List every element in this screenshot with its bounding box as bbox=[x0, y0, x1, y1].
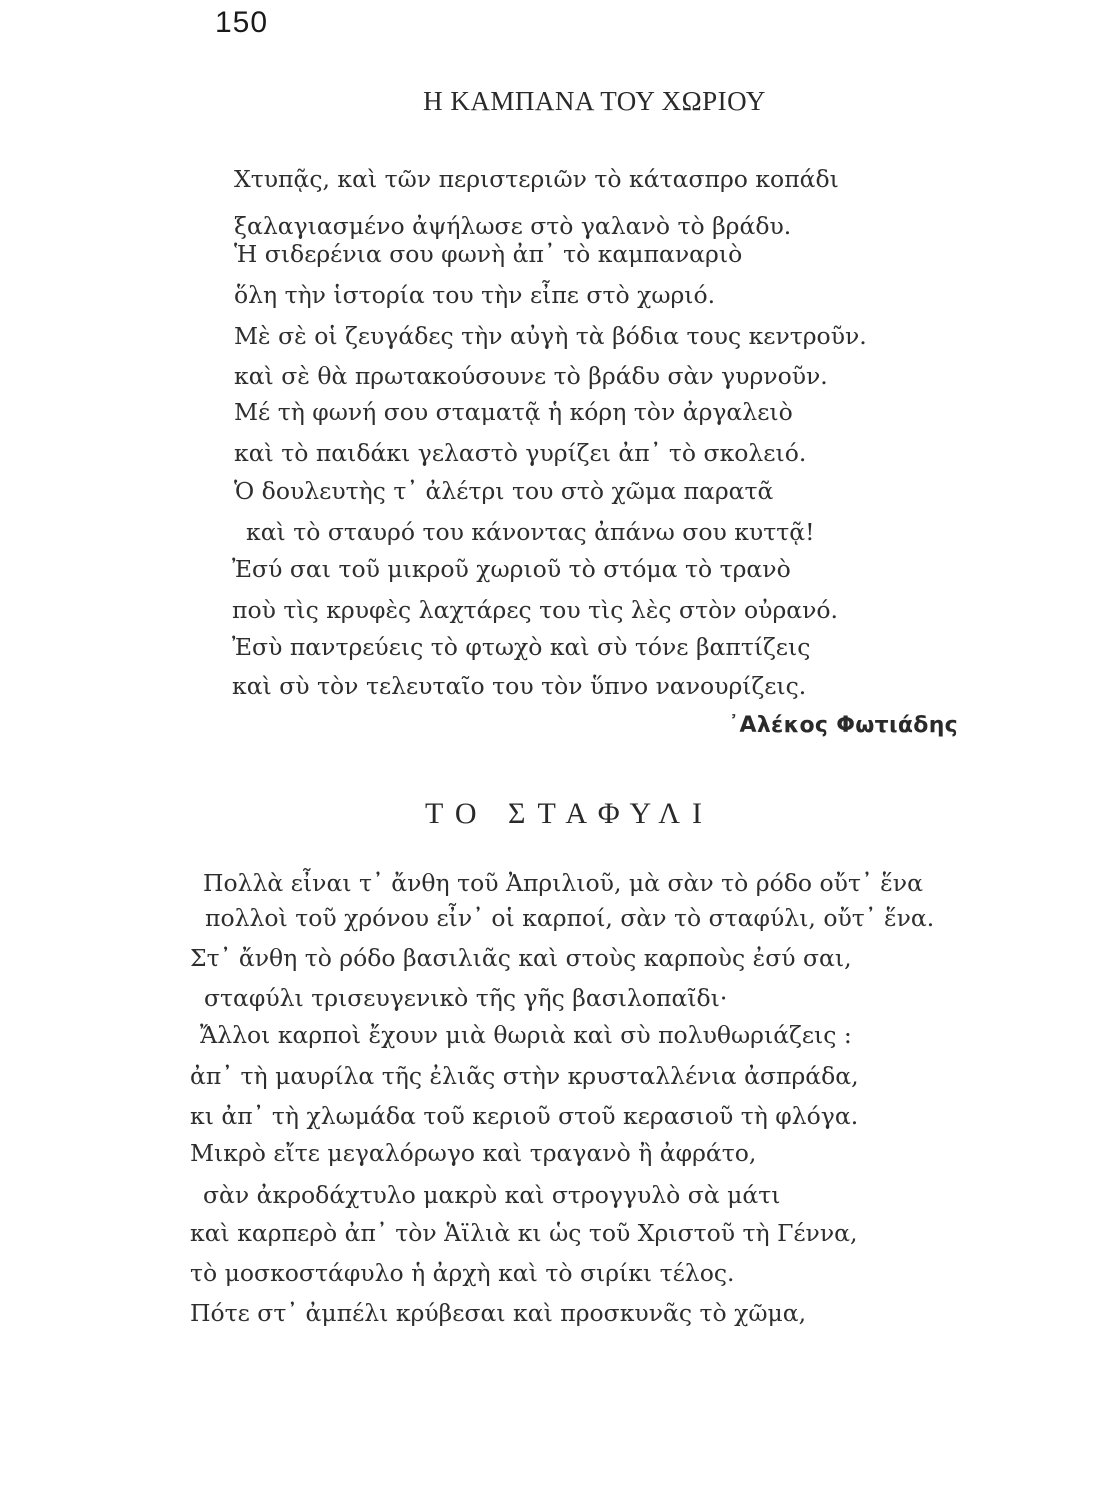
verse-line: καὶ σὺ τὸν τελευταῖο του τὸν ὕπνο νανουρίζεις. bbox=[232, 672, 807, 700]
verse-line: Πολλὰ εἶναι τ᾽ ἄνθη τοῦ Ἀπριλιοῦ, μὰ σὰν τὸ ρόδο οὔτ᾽ ἕνα bbox=[203, 869, 923, 897]
page-number: 150 bbox=[215, 6, 269, 39]
verse-line: ξαλαγιασμένο ἀψήλωσε στὸ γαλανὸ τὸ βράδυ. bbox=[234, 212, 792, 240]
verse-line: Μικρὸ εἴτε μεγαλόρωγο καὶ τραγανὸ ἢ ἀφράτο, bbox=[190, 1139, 757, 1167]
verse-line: ὅλη τὴν ἱστορία του τὴν εἶπε στὸ χωριό. bbox=[234, 281, 716, 309]
verse-line: Ἡ σιδερένια σου φωνὴ ἀπ᾽ τὸ καμπαναριὸ bbox=[234, 240, 743, 268]
verse-line: Ἐσύ σαι τοῦ μικροῦ χωριοῦ τὸ στόμα τὸ τρανὸ bbox=[232, 555, 791, 583]
verse-line: καὶ καρπερὸ ἀπ᾽ τὸν Ἁϊλιὰ κι ὡς τοῦ Χριστοῦ τὴ Γέννα, bbox=[190, 1219, 858, 1247]
verse-line: σὰν ἀκροδάχτυλο μακρὺ καὶ στρογγυλὸ σὰ μάτι bbox=[203, 1181, 781, 1209]
verse-line: κι ἀπ᾽ τὴ χλωμάδα τοῦ κεριοῦ στοῦ κερασιοῦ τὴ φλόγα. bbox=[190, 1102, 859, 1130]
poem-title-grape: ΤΟ ΣΤΑΦΥΛΙ bbox=[425, 797, 714, 830]
verse-line: καὶ τὸ παιδάκι γελαστὸ γυρίζει ἀπ᾽ τὸ σκολειό. bbox=[234, 439, 807, 467]
verse-line: ποὺ τὶς κρυφὲς λαχτάρες του τὶς λὲς στὸν οὐρανό. bbox=[232, 596, 839, 624]
verse-line: πολλοὶ τοῦ χρόνου εἶν᾽ οἱ καρποί, σὰν τὸ σταφύλι, οὔτ᾽ ἕνα. bbox=[205, 904, 935, 932]
verse-line: καὶ σὲ θὰ πρωτακούσουνε τὸ βράδυ σὰν γυρνοῦν. bbox=[234, 362, 828, 390]
verse-line: Χτυπᾷς, καὶ τῶν περιστεριῶν τὸ κάτασπρο κοπάδι bbox=[234, 165, 839, 193]
verse-line: καὶ τὸ σταυρό του κάνοντας ἀπάνω σου κυττᾷ! bbox=[246, 518, 815, 546]
verse-line: Μέ τὴ φωνή σου σταματᾷ ἡ κόρη τὸν ἀργαλειὸ bbox=[234, 398, 793, 426]
verse-line: Ἄλλοι καρποὶ ἔχουν μιὰ θωριὰ καὶ σὺ πολυθωριάζεις : bbox=[200, 1021, 852, 1049]
verse-line: Πότε στ᾽ ἀμπέλι κρύβεσαι καὶ προσκυνᾶς τὸ χῶμα, bbox=[190, 1299, 807, 1327]
verse-line: Ἐσὺ παντρεύεις τὸ φτωχὸ καὶ σὺ τόνε βαπτίζεις bbox=[232, 633, 811, 661]
verse-line: Στ᾽ ἄνθη τὸ ρόδο βασιλιᾶς καὶ στοὺς καρποὺς ἐσύ σαι, bbox=[190, 944, 852, 972]
poem-author: ᾿Αλέκος Φωτιάδης bbox=[728, 713, 958, 738]
verse-line: σταφύλι τρισευγενικὸ τῆς γῆς βασιλοπαῖδι· bbox=[204, 984, 728, 1012]
verse-line: Μὲ σὲ οἱ ζευγάδες τὴν αὐγὴ τὰ βόδια τους κεντροῦν. bbox=[234, 322, 867, 350]
verse-line: Ὁ δουλευτὴς τ᾽ ἀλέτρι του στὸ χῶμα παρατᾶ bbox=[234, 477, 774, 505]
verse-line: τὸ μοσκοστάφυλο ἡ ἀρχὴ καὶ τὸ σιρίκι τέλος. bbox=[190, 1259, 735, 1287]
verse-line: ἀπ᾽ τὴ μαυρίλα τῆς ἐλιᾶς στὴν κρυσταλλένια ἀσπράδα, bbox=[190, 1062, 859, 1090]
poem-title-bell: Η ΚΑΜΠΑΝΑ ΤΟΥ ΧΩΡΙΟΥ bbox=[423, 86, 766, 116]
